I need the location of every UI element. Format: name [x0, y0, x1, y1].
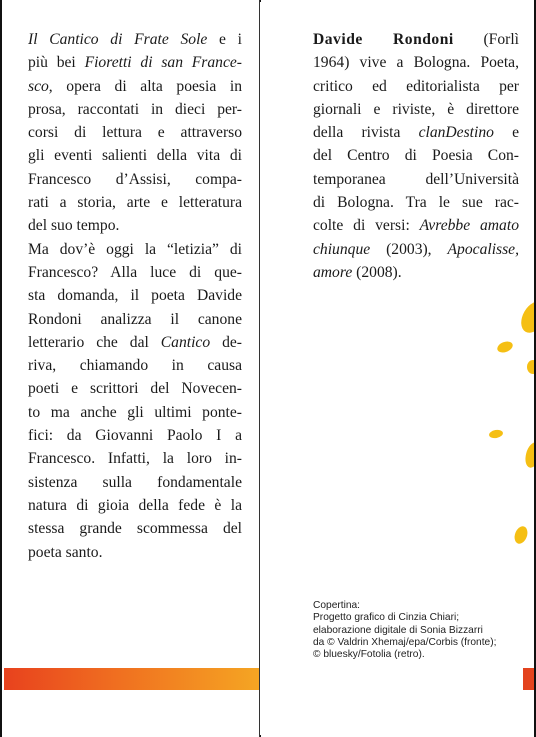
text-segment: to ma anche gli ultimi ponte- [28, 403, 242, 421]
credit-line: Copertina: [313, 600, 361, 611]
credit-line: © bluesky/Fotolia (retro). [313, 649, 425, 661]
text-line [28, 401, 242, 424]
text-line [28, 51, 242, 74]
text-line [313, 75, 519, 98]
text-segment: sistenza sulla fondamentale [28, 473, 242, 491]
credit-line: Progetto grafico di Cinzia Chiari; [313, 612, 460, 624]
credit-line: da © Valdrin Xhemaj/epa/Corbis (fronte); [313, 636, 497, 648]
text-segment: (Forlì [453, 31, 519, 48]
text-line [313, 144, 519, 167]
text-segment: Francesco. Infatti, la loro in- [28, 450, 242, 468]
text-segment: Francesco d’Assisi, compa- [28, 170, 242, 188]
text-line [28, 144, 242, 167]
text-line [28, 214, 242, 237]
italic-title: Fioretti di san France- [84, 54, 242, 72]
text-line [28, 28, 242, 51]
text-line [28, 424, 242, 447]
text-segment: Rondoni analizza il canone [28, 310, 242, 328]
sun-petal-decoration [496, 340, 514, 355]
text-segment: poeta santo. [28, 543, 103, 561]
text-segment: , opera di alta poesia in [48, 77, 242, 95]
sun-petal-decoration [516, 297, 536, 337]
author-name: Davide Rondoni [313, 31, 454, 48]
text-line [28, 377, 242, 400]
text-line [28, 238, 242, 261]
text-line [313, 214, 519, 237]
text-line [28, 354, 242, 377]
text-line [28, 98, 242, 121]
credit-line: elaborazione digitale di Sonia Bizzarri [313, 624, 483, 636]
right-color-band [523, 668, 536, 690]
italic-title: amore [313, 263, 353, 281]
italic-title: Cantico [160, 333, 211, 351]
text-segment: poeti e scrittori del Novecen- [28, 380, 242, 398]
text-segment: giornali e riviste, è direttore [313, 100, 519, 118]
italic-title: chiunque [313, 240, 371, 258]
text-segment: Ma dov’è oggi la “letizia” di [28, 240, 242, 258]
left-flap-text [28, 28, 242, 564]
text-line [28, 494, 242, 517]
text-line [28, 517, 242, 540]
text-line [28, 75, 242, 98]
text-line [28, 331, 242, 354]
text-line [313, 238, 519, 261]
text-line [313, 28, 519, 51]
text-line [313, 51, 519, 74]
text-segment: prosa, raccontati in dieci per- [28, 100, 242, 118]
text-line [28, 168, 242, 191]
text-segment: letterario che dal [28, 333, 161, 351]
text-segment: sta domanda, il poeta Davide [28, 287, 242, 305]
text-segment: 1964) vive a Bologna. Poeta, [313, 54, 519, 72]
text-line [28, 284, 242, 307]
text-segment: fici: da Giovanni Paolo I a [28, 427, 242, 445]
text-segment: critico ed editorialista per [313, 77, 519, 95]
text-segment: e i [207, 31, 242, 48]
text-line [313, 168, 519, 191]
text-segment: e [493, 124, 520, 142]
italic-title: Apocalisse, [447, 240, 519, 258]
text-line [313, 121, 519, 144]
text-segment: di Bologna. Tra le sue rac- [313, 194, 519, 212]
text-segment: (2008). [352, 263, 402, 281]
text-line [28, 471, 242, 494]
text-line [28, 261, 242, 284]
text-segment: del Centro di Poesia Con- [313, 147, 519, 165]
text-line [28, 191, 242, 214]
text-line [313, 191, 519, 214]
text-line [28, 308, 242, 331]
text-segment: colte di versi: [313, 217, 420, 235]
author-bio [313, 28, 519, 284]
text-segment: de- [210, 333, 242, 351]
text-segment: corsi di lettura e attraverso [28, 124, 242, 142]
text-line [28, 541, 242, 564]
text-segment: rati a storia, arte e letteratura [28, 194, 242, 212]
italic-title: Il Cantico di Frate Sole [28, 31, 208, 48]
text-segment: del suo tempo. [28, 217, 120, 235]
left-color-band [4, 668, 260, 690]
text-line [313, 261, 519, 284]
text-segment: natura di gioia della fede è la [28, 496, 242, 514]
text-segment: gli eventi salienti della vita di [28, 147, 242, 165]
text-segment: stessa grande scommessa del [28, 520, 242, 538]
sun-petal-decoration [488, 429, 503, 439]
text-segment: temporanea dell’Università [313, 170, 519, 188]
left-flap [0, 0, 260, 737]
italic-title: sco [28, 77, 49, 95]
text-line [28, 447, 242, 470]
sun-petal-decoration [523, 441, 536, 470]
right-flap [261, 0, 536, 737]
text-segment: riva, chiamando in causa [28, 357, 242, 375]
cover-credits [313, 600, 533, 661]
sun-petal-decoration [527, 360, 536, 374]
text-segment: (2003), [370, 240, 448, 258]
sun-petal-decoration [512, 524, 529, 545]
text-segment: della rivista [313, 124, 419, 142]
text-segment: Francesco? Alla luce di que- [28, 263, 242, 281]
italic-title: Avrebbe amato [419, 217, 519, 235]
text-line [28, 121, 242, 144]
text-line [313, 98, 519, 121]
italic-title: clanDestino [418, 124, 494, 142]
text-segment: più bei [28, 54, 85, 72]
